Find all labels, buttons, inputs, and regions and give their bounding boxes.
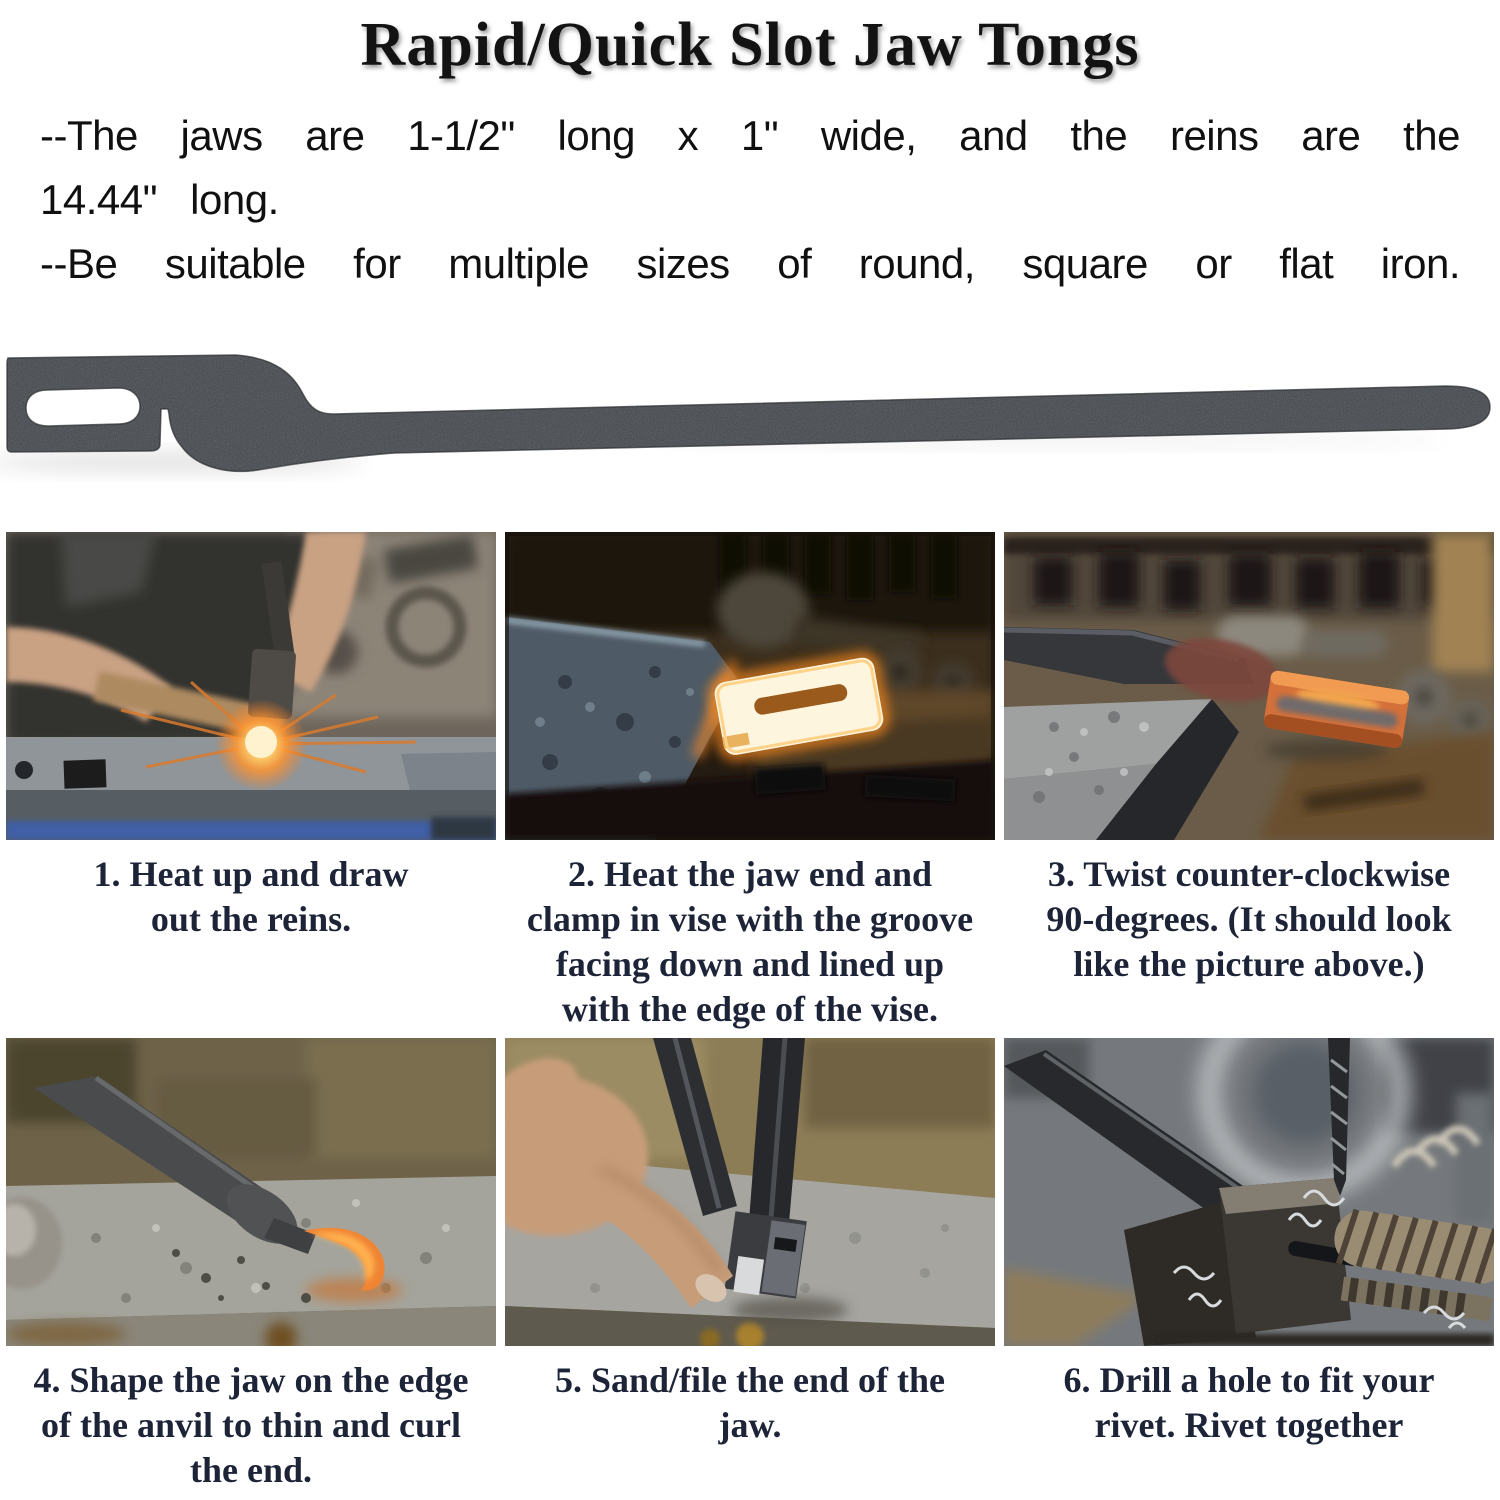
caption-line: with the edge of the vise. xyxy=(562,989,938,1029)
caption-line: the end. xyxy=(189,1450,312,1490)
step-4-photo-curling-jaw xyxy=(6,1038,496,1346)
step-cell-2 xyxy=(505,532,995,1038)
step-cell-3 xyxy=(1004,532,1494,1038)
caption-line: 90-degrees. (It should look xyxy=(1046,899,1452,939)
steps-grid xyxy=(6,532,1494,1499)
caption-line: of the anvil to thin and curl xyxy=(40,1405,462,1445)
caption-line: jaw. xyxy=(718,1405,782,1445)
step-2-photo-white-hot-jaw xyxy=(505,532,995,840)
step-5-photo-finished-jaws xyxy=(505,1038,995,1346)
step-1-photo-hammering-reins xyxy=(6,532,496,840)
caption-line: like the picture above.) xyxy=(1073,944,1425,984)
caption-line: 5. Sand/file the end of the xyxy=(554,1360,946,1400)
step-6-caption xyxy=(1004,1346,1494,1454)
caption-line: clamp in vise with the groove xyxy=(526,899,974,939)
description-line-3: --Be suitable for multiple sizes of round, square or flat iron. xyxy=(40,240,1460,287)
caption-line: out the reins. xyxy=(150,899,352,939)
step-cell-5 xyxy=(505,1038,995,1499)
step-3-photo-twisted-jaw xyxy=(1004,532,1494,840)
step-6-photo-drilling-rivet-hole xyxy=(1004,1038,1494,1346)
caption-line: facing down and lined up xyxy=(555,944,945,984)
step-1-caption xyxy=(6,840,496,948)
step-cell-6 xyxy=(1004,1038,1494,1499)
tong-blank-drawing xyxy=(0,334,1500,516)
step-3-caption xyxy=(1004,840,1494,993)
caption-line: rivet. Rivet together xyxy=(1094,1405,1404,1445)
description-line-1: --The jaws are 1-1/2" long x 1" wide, and the reins are the xyxy=(40,112,1460,159)
step-5-caption xyxy=(505,1346,995,1454)
tong-jaws xyxy=(724,1211,806,1300)
caption-line: 4. Shape the jaw on the edge xyxy=(33,1360,469,1400)
step-cell-4 xyxy=(6,1038,496,1499)
steel-texture xyxy=(0,334,1500,516)
caption-line: 1. Heat up and draw xyxy=(93,854,409,894)
step-cell-1 xyxy=(6,532,496,1038)
step-4-caption xyxy=(6,1346,496,1499)
caption-line: 2. Heat the jaw end and xyxy=(567,854,932,894)
step-2-caption xyxy=(505,840,995,1038)
tong-blank-product-image xyxy=(0,334,1500,516)
caption-line: 6. Drill a hole to fit your xyxy=(1063,1360,1435,1400)
product-description xyxy=(40,104,1460,296)
page-title: Rapid/Quick Slot Jaw Tongs xyxy=(360,11,1140,79)
caption-line: 3. Twist counter-clockwise xyxy=(1047,854,1451,894)
description-line-2: 14.44" long. xyxy=(40,176,279,223)
